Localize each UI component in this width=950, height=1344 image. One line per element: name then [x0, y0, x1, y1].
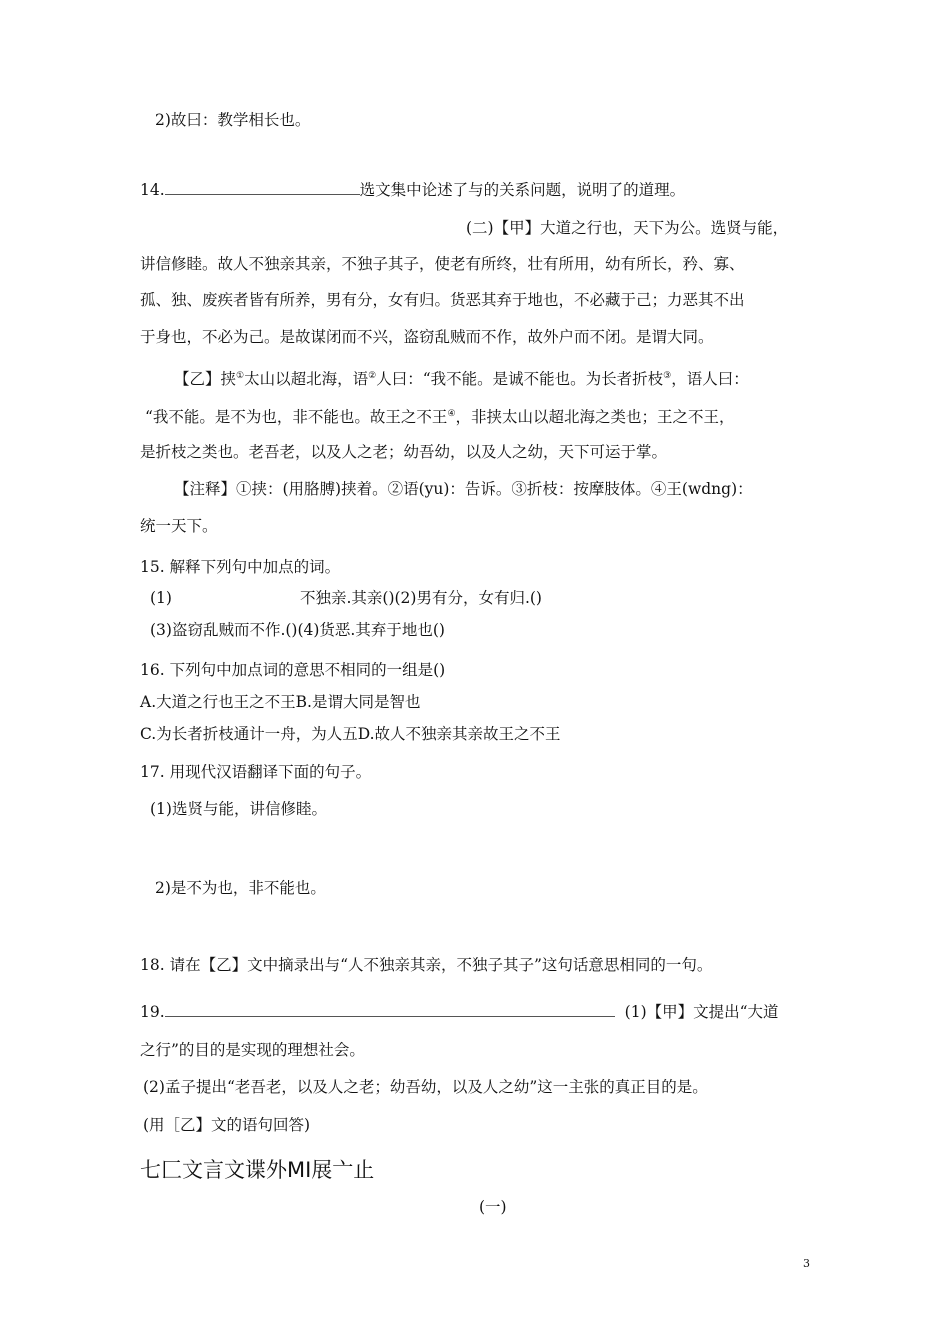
annotation-line-2: 统一天下。 — [140, 517, 218, 535]
text: 太山以超北海，语 — [244, 370, 369, 389]
question-18: 18. 请在【乙】文中摘录出与“人不独亲其亲，不独子其子”这句话意思相同的一句。 — [140, 956, 713, 974]
question-14 — [140, 180, 685, 200]
note-marker: ③ — [663, 371, 672, 381]
text: 人曰：“我不能。是诚不能也。为长者折枝 — [376, 370, 664, 389]
page-number: 3 — [803, 1257, 810, 1270]
question-number: 14. — [140, 181, 165, 199]
answer-blank[interactable] — [165, 180, 360, 195]
text: “我不能。是不为也，非不能也。故王之不王 — [145, 408, 448, 427]
text: 【乙】挟 — [174, 370, 237, 389]
question-15-items-1-2 — [150, 588, 542, 608]
text: ，非挟太山以超北海之类也；王之不王， — [455, 408, 735, 427]
annotation-line-1: 【注释】①挟：(用胳膊)挟着。②语(yu)：告诉。③折枝：按摩肢体。④王(wdng)： — [174, 480, 753, 498]
question-text: (1)【甲】文提出“大道 — [624, 1003, 779, 1021]
subsection-heading: (一) — [479, 1198, 507, 1216]
note-marker: ① — [236, 371, 245, 381]
question-text: 选文集中论述了与的关系问题，说明了的道理。 — [359, 181, 686, 199]
question-19-part-2: (2)孟子提出“老吾老，以及人之老；幼吾幼，以及人之幼”这一主张的真正目的是。 — [143, 1078, 708, 1096]
passage-yi-line-1 — [174, 366, 749, 389]
question-15: 15. 解释下列句中加点的词。 — [140, 558, 341, 576]
passage-jia-line-1: (二)【甲】大道之行也，天下为公。选贤与能， — [466, 219, 789, 237]
note-marker: ④ — [447, 409, 456, 419]
question-16: 16. 下列句中加点词的意思不相同的一组是() — [140, 661, 446, 679]
question-number: 19. — [140, 1003, 165, 1021]
passage-yi-line-2 — [145, 404, 735, 427]
question-19-part-2-hint: (用［乙】文的语句回答) — [143, 1116, 311, 1134]
item-number: (1) — [150, 589, 172, 607]
passage-jia-line-2: 讲信修睦。故人不独亲其亲，不独子其子，使老有所终，壮有所用，幼有所长，矜、寡、 — [140, 255, 745, 273]
q13-answer-line-2: 2)故曰：教学相长也。 — [155, 111, 311, 129]
passage-jia-line-4: 于身也，不必为己。是故谋闭而不兴，盗窃乱贼而不作，故外户而不闭。是谓大同。 — [140, 328, 714, 346]
answer-blank[interactable] — [165, 1002, 615, 1017]
text: ，语人曰： — [671, 370, 749, 389]
passage-yi-line-3: 是折枝之类也。老吾老，以及人之老；幼吾幼，以及人之幼，天下可运于掌。 — [140, 443, 668, 461]
question-17: 17. 用现代汉语翻译下面的句子。 — [140, 763, 372, 781]
question-19-line-2: 之行”的目的是实现的理想社会。 — [140, 1041, 365, 1059]
passage-jia-line-3: 孤、独、废疾者皆有所养，男有分，女有归。货恶其弃于地也，不必藏于己；力恶其不出 — [140, 291, 745, 309]
question-15-items-3-4: (3)盗窃乱贼而不作.()(4)货恶.其弃于地也() — [150, 621, 445, 639]
section-heading: 七匚文言文谍外MI展亠止 — [140, 1158, 375, 1182]
question-19 — [140, 1002, 779, 1022]
question-17-sentence-2: 2)是不为也，非不能也。 — [155, 879, 326, 897]
question-16-options-cd: C.为长者折枝通计一舟，为人五D.故人不独亲其亲故王之不王 — [140, 725, 561, 743]
question-16-options-ab: A.大道之行也王之不王B.是谓大同是智也 — [140, 693, 421, 711]
items-text: 不独亲.其亲()(2)男有分，女有归.() — [299, 589, 542, 607]
note-marker: ② — [368, 371, 377, 381]
question-17-sentence-1: (1)选贤与能，讲信修睦。 — [150, 800, 327, 818]
